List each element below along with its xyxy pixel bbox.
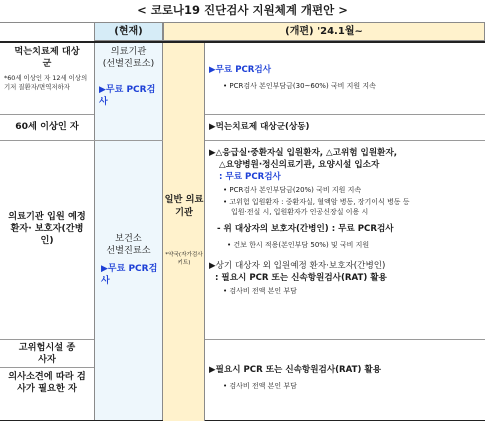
current-hospital-label: 의료기관 bbox=[110, 46, 147, 57]
reform-inpatient-head: ▶△응급실·중환자실 입원환자, △고위험 입원환자, bbox=[209, 148, 398, 158]
reform-optional-head: ▶필요시 PCR 또는 신속항원검사(RAT) 활용 bbox=[209, 365, 382, 375]
reform-detail: 입원·전실 시, 입원환자가 인공신장실 이용 시 bbox=[231, 208, 369, 216]
reform-pcr-head: ▶무료 PCR검사 bbox=[209, 65, 272, 75]
row-divider bbox=[0, 367, 94, 368]
category-label: 의사소견에 따라 검사가 필요한 자 bbox=[8, 371, 86, 394]
category-note: *60세 이상인 자 12세 이상의 기저 질환자/면역저하자 bbox=[4, 74, 88, 91]
current-publichealth-label: 보건소 bbox=[115, 233, 142, 244]
header-current: (현재) bbox=[94, 22, 163, 41]
general-clinic-note: *약국(자가검사 키트) bbox=[165, 252, 203, 266]
row-divider bbox=[0, 140, 94, 141]
reform-row-over-60: ▶먹는치료제 대상군(상동) bbox=[209, 122, 310, 132]
current-publichealth-pcr: ▶무료 PCR검사 bbox=[101, 264, 158, 286]
reform-guardian-pcr: - 위 대상자의 보호자(간병인) : 무료 PCR검사 bbox=[217, 224, 394, 234]
category-oral-treatment bbox=[0, 46, 94, 92]
category-label: 의료기관 입원 예정 환자· 보호자(간병인) bbox=[8, 211, 86, 246]
reform-other-inpatient-test: : 필요시 PCR 또는 신속항원검사(RAT) 활용 bbox=[215, 273, 387, 283]
current-cell-publichealth bbox=[94, 141, 163, 420]
general-clinic-cell bbox=[163, 43, 205, 421]
reform-detail: • PCR검사 본인부담금(30~60%) 국비 지원 지속 bbox=[223, 82, 376, 90]
row-divider bbox=[0, 114, 94, 115]
reform-row-inpatient bbox=[205, 147, 485, 296]
category-label: 고위험시설 종사자 bbox=[18, 342, 76, 365]
row-divider bbox=[205, 114, 485, 115]
reform-detail: • PCR검사 본인부담금(20%) 국비 지원 지속 bbox=[223, 186, 362, 194]
category-inpatient bbox=[0, 211, 94, 247]
reform-row-oral-treatment bbox=[205, 64, 485, 91]
reform-detail: • 검사비 전액 본인 부담 bbox=[223, 287, 297, 295]
reform-detail: • 건보 한시 적용(본인부담 50%) 및 국비 지원 bbox=[227, 241, 370, 249]
header-blank-cell bbox=[0, 22, 94, 41]
reform-row-optional bbox=[205, 364, 485, 391]
reform-inpatient-pcr: : 무료 PCR검사 bbox=[219, 172, 281, 182]
row-divider bbox=[205, 339, 485, 340]
reform-detail: • 고위험 입원환자 : 중환자실, 혈액암 병동, 장기이식 병동 등 bbox=[223, 198, 410, 206]
category-doctor-opinion bbox=[0, 371, 94, 395]
header-reform: (개편) '24.1월~ bbox=[163, 22, 485, 41]
reform-other-inpatient: ▶상기 대상자 외 입원예정 환자·보호자(간병인) bbox=[209, 261, 386, 271]
reform-inpatient-head-cont: △요양병원·정신의료기관, 요양시설 입소자 bbox=[219, 160, 380, 170]
category-over-60: 60세 이상인 자 bbox=[15, 121, 79, 132]
general-clinic-label: 일반 의료 기관 bbox=[164, 194, 204, 218]
current-hospital-sub: (선별진료소) bbox=[102, 58, 155, 69]
category-high-risk-facility bbox=[0, 342, 94, 366]
header-divider bbox=[0, 41, 485, 43]
current-publichealth-sub: 선별진료소 bbox=[106, 245, 151, 256]
category-label: 먹는치료제 대상군 bbox=[14, 46, 80, 69]
page-title: < 코로나19 진단검사 지원체계 개편안 > bbox=[137, 3, 348, 17]
current-hospital-pcr: ▶무료 PCR검사 bbox=[99, 85, 156, 107]
current-cell-hospital bbox=[94, 43, 163, 140]
reform-detail: • 검사비 전액 본인 부담 bbox=[223, 382, 297, 390]
row-divider bbox=[0, 339, 94, 340]
row-divider bbox=[205, 140, 485, 141]
